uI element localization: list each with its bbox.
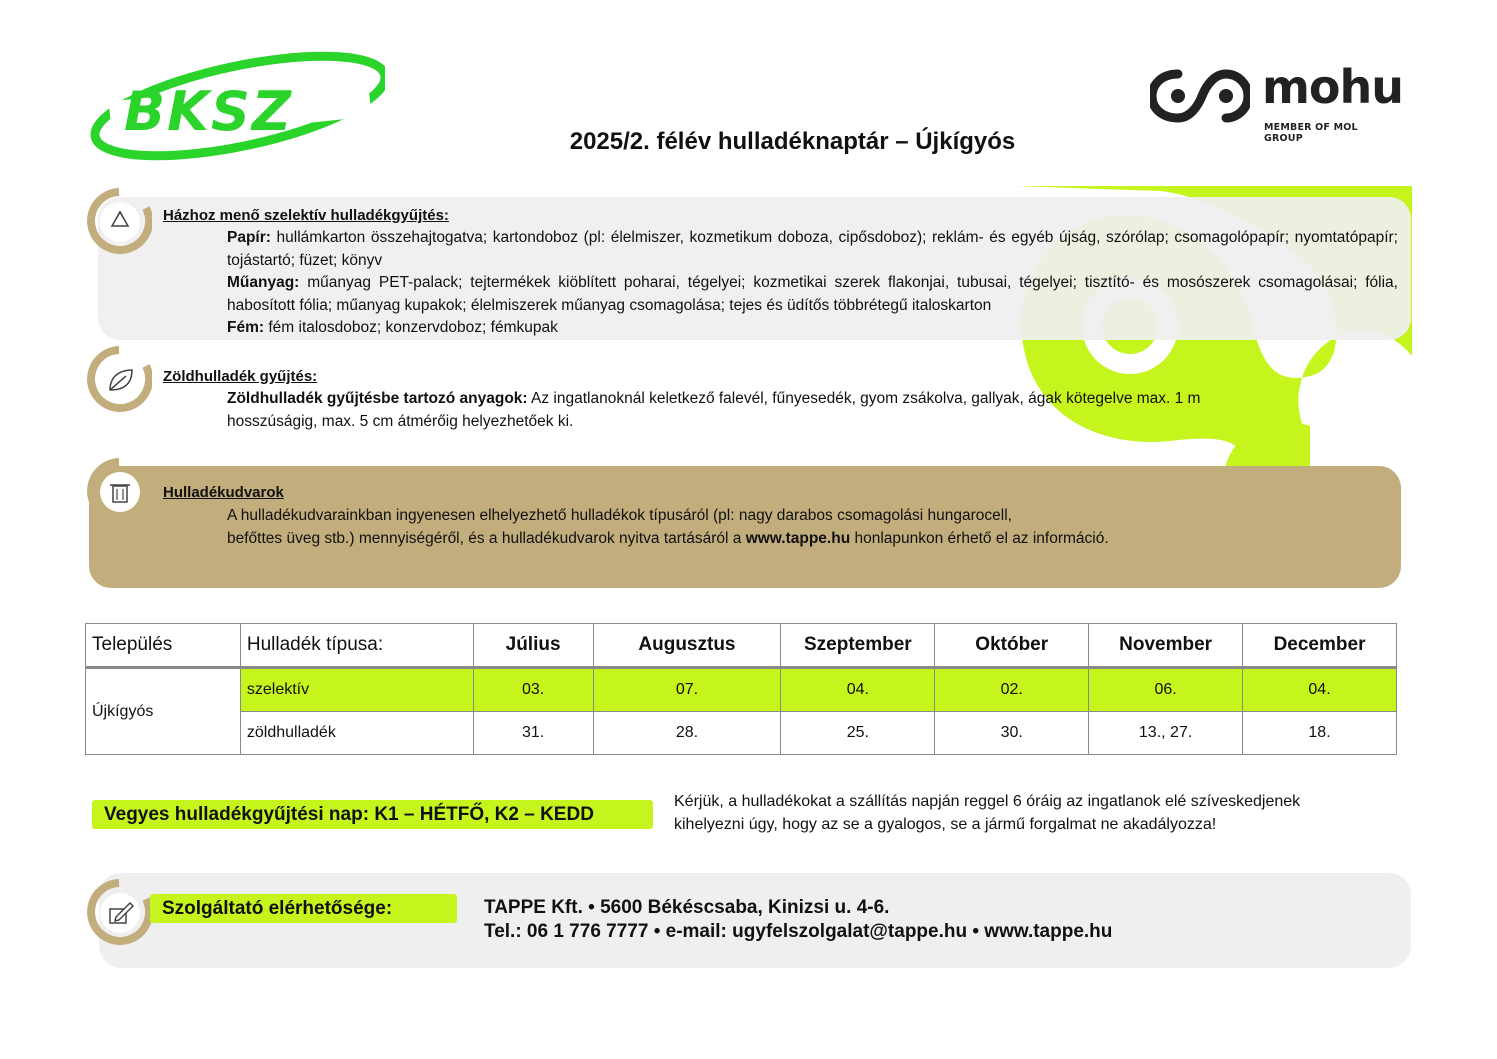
date-cell: 13., 27.	[1089, 712, 1243, 755]
yards-heading: Hulladékudvarok	[163, 484, 284, 501]
green-paragraph	[227, 388, 1327, 433]
bksz-logo-text: BKSZ	[124, 80, 294, 143]
selective-heading: Házhoz menő szelektív hulladékgyűjtés:	[163, 207, 449, 224]
type-cell: szelektív	[240, 668, 473, 712]
date-cell: 25.	[781, 712, 935, 755]
paper-paragraph	[227, 227, 1398, 272]
date-cell: 04.	[1243, 668, 1397, 712]
contact-address: TAPPE Kft. • 5600 Békéscsaba, Kinizsi u. 4-6.	[484, 897, 890, 918]
type-cell: zöldhulladék	[240, 712, 473, 755]
col-type-header: Hulladék típusa:	[240, 624, 473, 668]
mohu-logo	[1150, 60, 1404, 144]
month-header: Október	[935, 624, 1089, 668]
page-title: 2025/2. félév hulladéknaptár – Újkígyós	[569, 128, 1016, 155]
yards-paragraph	[227, 505, 1377, 550]
contact-phone-email-web[interactable]: Tel.: 06 1 776 7777 • e-mail: ugyfelszolgalat@tappe.hu • www.tappe.hu	[484, 921, 1113, 942]
placement-notice	[674, 790, 1374, 836]
date-cell: 06.	[1089, 668, 1243, 712]
date-cell: 07.	[593, 668, 781, 712]
bin-icon	[86, 458, 152, 524]
leaf-icon	[86, 346, 152, 412]
date-cell: 04.	[781, 668, 935, 712]
recycle-icon	[86, 188, 152, 254]
green-heading: Zöldhulladék gyűjtés:	[163, 368, 318, 385]
table-row-green	[86, 712, 1397, 755]
yards-line2-pre: befőttes üveg stb.) mennyiségéről, és a hulladékudvarok nyitva tartásáról a	[227, 529, 746, 547]
plastic-text: műanyag PET-palack; tejtermékek kiöblített poharai, tégelyei; kozmetikai szerek flakonjai, tubusai, tégelyei; tisztító- és mosószerek csomagolásai; fólia, habosított fólia; műanyag kupakok; élelmiszerek műanyag csomagolása; tejes és üdítős többrétegű italoskarton	[227, 274, 1398, 314]
town-cell: Újkígyós	[86, 668, 241, 755]
notice-line1: Kérjük, a hulladékokat a szállítás napján reggel 6 óráig az ingatlanok elé szíveskedjenek	[674, 793, 1301, 810]
yards-line1: A hulladékudvarainkban ingyenesen elhelyezhető hulladékok típusáról (pl: nagy darabos csomagolási hungarocell,	[227, 507, 1012, 524]
mixed-collection-text: Vegyes hulladékgyűjtési nap: K1 – HÉTFŐ, K2 – KEDD	[104, 804, 594, 825]
month-header: Augusztus	[593, 624, 781, 668]
month-header: Július	[473, 624, 593, 668]
month-header: Szeptember	[781, 624, 935, 668]
edit-icon	[86, 879, 152, 945]
recycle-icon-badge	[86, 188, 152, 254]
paper-label: Papír:	[227, 229, 271, 246]
metal-text: fém italosdoboz; konzervdoboz; fémkupak	[264, 319, 558, 336]
yards-link[interactable]: www.tappe.hu	[745, 529, 851, 547]
paper-text: hullámkarton összehajtogatva; kartondoboz (pl: élelmiszer, kozmetikum doboza, cipősdoboz); reklám- és egyéb újság, szórólap; csomagolópapír; nyomtatópapír; tojástartó; füzet; könyv	[227, 229, 1398, 269]
date-cell: 03.	[473, 668, 593, 712]
edit-icon-badge	[86, 879, 152, 945]
mohu-logo-word: mohu	[1262, 60, 1404, 114]
date-cell: 30.	[935, 712, 1089, 755]
plastic-label: Műanyag:	[227, 274, 300, 291]
green-text-line1: Az ingatlanoknál keletkező falevél, fűnyesedék, gyom zsákolva, gallyak, ágak kötegelve max. 1 m	[527, 390, 1201, 407]
leaf-icon-badge	[86, 346, 152, 412]
table-row-selective	[86, 668, 1397, 712]
yards-line2-post: honlapunkon érhető el az információ.	[850, 529, 1109, 547]
bin-icon-badge	[86, 458, 152, 524]
month-header: December	[1243, 624, 1397, 668]
notice-line2: kihelyezni úgy, hogy az se a gyalogos, se a jármű forgalmat ne akadályozza!	[674, 816, 1217, 833]
date-cell: 31.	[473, 712, 593, 755]
schedule-table	[85, 623, 1397, 755]
date-cell: 28.	[593, 712, 781, 755]
mohu-logo-sub: MEMBER OF MOL GROUP	[1264, 122, 1358, 144]
contact-details	[484, 896, 1112, 944]
contact-label-banner	[150, 894, 457, 923]
date-cell: 18.	[1243, 712, 1397, 755]
col-town-header: Település	[86, 624, 241, 668]
plastic-paragraph	[227, 272, 1398, 317]
metal-paragraph	[227, 317, 1398, 340]
green-label: Zöldhulladék gyűjtésbe tartozó anyagok:	[227, 390, 528, 407]
date-cell: 02.	[935, 668, 1089, 712]
mixed-collection-banner	[92, 800, 653, 829]
green-text-line2: hosszúságig, max. 5 cm átmérőig helyezhetőek ki.	[227, 412, 574, 430]
table-header-row	[86, 624, 1397, 668]
metal-label: Fém:	[227, 319, 265, 336]
mohu-infinity-icon	[1150, 66, 1250, 126]
month-header: November	[1089, 624, 1243, 668]
contact-label-text: Szolgáltató elérhetősége:	[162, 898, 393, 919]
